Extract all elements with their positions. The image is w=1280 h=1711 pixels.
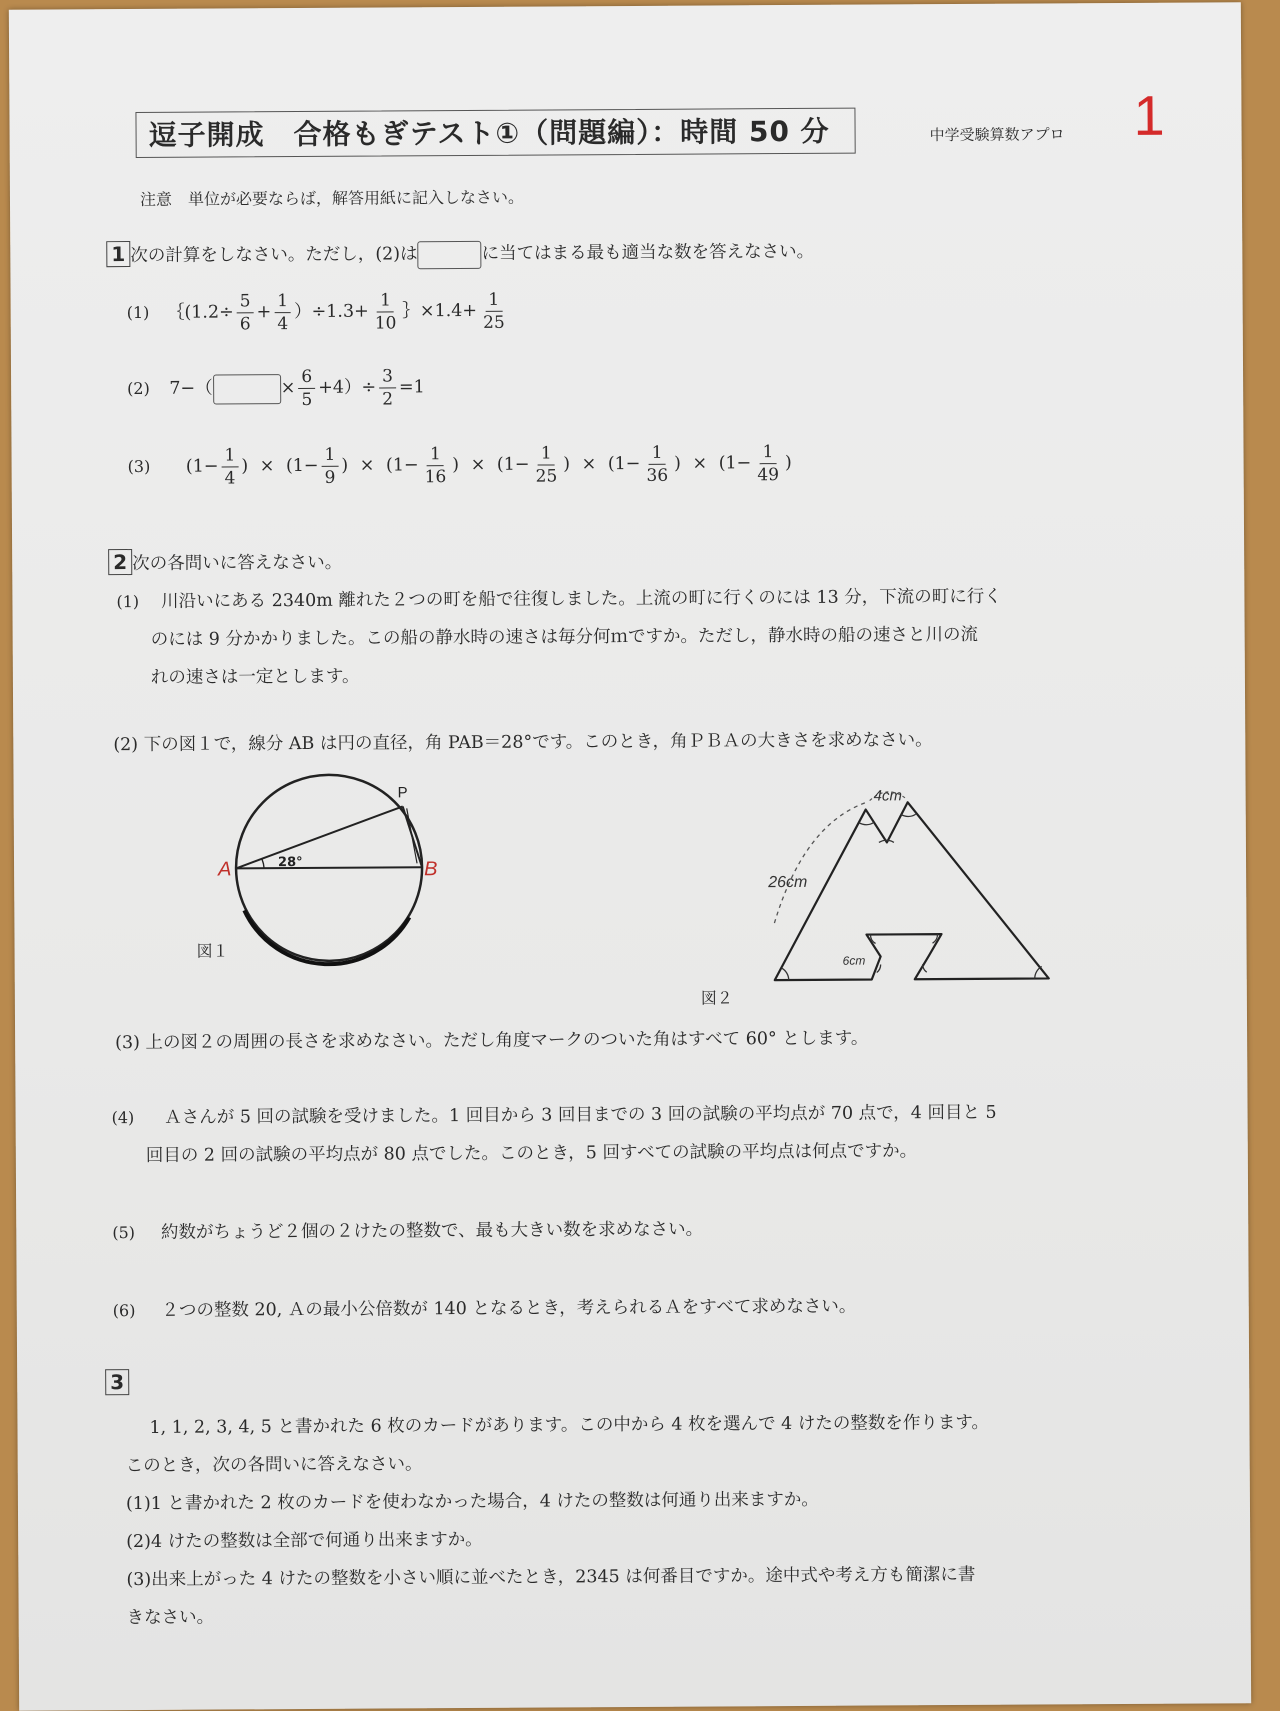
- section3-intro: 1, 1, 2, 3, 4, 5 と書かれた 6 枚のカードがあります。この中から 4 枚を選んで 4 けたの整数を作ります。 このとき，次の各問いに答えなさい。: [125, 1412, 990, 1477]
- fraction: $\frac{5}{6}$: [237, 290, 254, 335]
- section2-question1: (1) 川沿いにある 2340m 離れた２つの町を船で往復しました。上流の町に行くのには 13 分，下流の町に行く のには 9 分かかりました。この船の静水時の速さは毎分何ｍですか。ただし，静水時の船の速さと川の流 れの速さは一定とします。: [116, 586, 1002, 688]
- fraction: $\frac{1}{9}$: [321, 444, 338, 489]
- section1-question1: (1) ｛(1.2÷ $\frac{5}{6}$ + $\frac{1}{4}$ ）÷1.3+ $\frac{1}{10}$ ｝×1.4+ $\frac{1}{25}$: [127, 289, 511, 336]
- term-open: (1−: [285, 455, 319, 477]
- times-sign: ×: [575, 454, 602, 475]
- times-sign: ×: [686, 453, 713, 474]
- section3-header: [105, 1369, 129, 1395]
- term-close: ): [563, 454, 571, 475]
- term-close: ): [673, 453, 681, 474]
- section2-number: 2: [108, 549, 132, 575]
- angle-label: 28°: [277, 855, 303, 871]
- section3-question2: (2)4 けたの整数は全部で何通り出来ますか。: [126, 1529, 483, 1553]
- fraction: $\frac{1}{16}$: [424, 444, 447, 488]
- section1-number: 1: [106, 241, 130, 267]
- test-paper: [9, 2, 1251, 1710]
- figure2-caption: 図２: [700, 988, 733, 1008]
- fraction: $\frac{3}{2}$: [379, 365, 396, 410]
- section2-question2: (2) 下の図１で，線分 AB は円の直径，角 PAB＝28°です。このとき，角ＰＢＡの大きさを求めなさい。: [113, 730, 933, 756]
- point-b-label: B: [424, 858, 438, 881]
- section2-question3: (3) 上の図２の周囲の長さを求めなさい。ただし角度マークのついた角はすべて 60° とします。: [115, 1028, 869, 1054]
- note-text: 注意 単位が必要ならば，解答用紙に記入しなさい。: [139, 187, 525, 209]
- times-sign: ×: [465, 454, 491, 475]
- term-open: (1−: [718, 453, 752, 474]
- section1-instruction: 1 次の計算をしなさい。ただし，(2)は に当てはまる最も適当な数を答えなさい。: [106, 237, 814, 271]
- fraction: $\frac{1}{25}$: [535, 443, 558, 487]
- point-a-label: A: [218, 858, 232, 881]
- page-number: 1: [1133, 83, 1165, 147]
- section3-questions: [126, 1480, 976, 1637]
- section2-question6: (6) ２つの整数 20, Ａの最小公倍数が 140 となるとき，考えられるＡをすべて求めなさい。: [112, 1296, 857, 1321]
- fraction: $\frac{1}{25}$: [483, 289, 505, 333]
- section2-question4: (4) Ａさんが 5 回の試験を受けました。1 回目から 3 回目までの 3 回の試験の平均点が 70 点で，4 回目と 5 回目の 2 回の試験の平均点が 80 点でした。このとき，5 回すべての試験の平均点は何点ですか。: [111, 1102, 997, 1166]
- section3-question3: (3)出来上がった 4 けたの整数を小さい順に並べたとき，2345 は何番目ですか。途中式や考え方も簡潔に書: [126, 1564, 976, 1591]
- side-length-label: 26cm: [768, 873, 808, 892]
- times-sign: ×: [254, 456, 280, 477]
- term-close: ): [241, 456, 249, 477]
- figure1-circle-diagram: [203, 767, 464, 969]
- term-open: (1−: [496, 454, 530, 475]
- fraction: $\frac{6}{5}$: [298, 366, 315, 411]
- section2-instruction: 2 次の各問いに答えなさい。: [108, 548, 342, 575]
- term-close: ): [452, 455, 460, 476]
- term-open: (1−: [607, 453, 641, 475]
- section2-question5: (5) 約数がちょうど２個の２けたの整数で、最も大きい数を求めなさい。: [112, 1219, 704, 1243]
- brand-label: 中学受験算数アプロ: [929, 125, 1065, 145]
- answer-blank-icon: [418, 240, 482, 268]
- answer-blank-icon: [213, 374, 281, 404]
- section1-question2: (2) 7−（ × $\frac{6}{5}$ +4）÷ $\frac{3}{2}$ =1: [127, 366, 425, 410]
- figure1-caption: 図１: [196, 941, 229, 961]
- top-length-label: 4cm: [873, 787, 903, 805]
- section3-question3-cont: きなさい。: [126, 1607, 215, 1629]
- term-open: (1−: [385, 455, 419, 476]
- notch-length-label: 6cm: [842, 953, 866, 968]
- term-close: ): [784, 453, 792, 474]
- fraction: $\frac{1}{4}$: [221, 444, 238, 489]
- figure2-shape-diagram: [754, 773, 1085, 995]
- fraction: $\frac{1}{10}$: [374, 290, 397, 334]
- point-p-label: P: [397, 784, 408, 802]
- term-close: ): [341, 455, 349, 476]
- term-open: (1−: [185, 456, 219, 477]
- page-title: 逗子開成 合格もぎテスト①（問題編）：時間 50 分: [135, 108, 855, 158]
- section3-question1: (1)1 と書かれた 2 枚のカードを使わなかった場合，4 けたの整数は何通り出来ますか。: [125, 1489, 819, 1515]
- fraction: $\frac{1}{4}$: [274, 290, 291, 335]
- section3-number: 3: [105, 1369, 129, 1395]
- section1-question3: (3) (1− $\frac{1}{4}$ ) × (1− $\frac{1}{9}$ ) × (1− $\frac{1}{16}$ ) × (1− $\frac{1}{25}$ ) × (1− $\frac{1}{36}$ ) × (1− $\frac{1}{49}$ ): [127, 442, 792, 489]
- times-sign: ×: [354, 455, 381, 476]
- fraction: $\frac{1}{36}$: [646, 442, 669, 486]
- fraction: $\frac{1}{49}$: [757, 442, 780, 486]
